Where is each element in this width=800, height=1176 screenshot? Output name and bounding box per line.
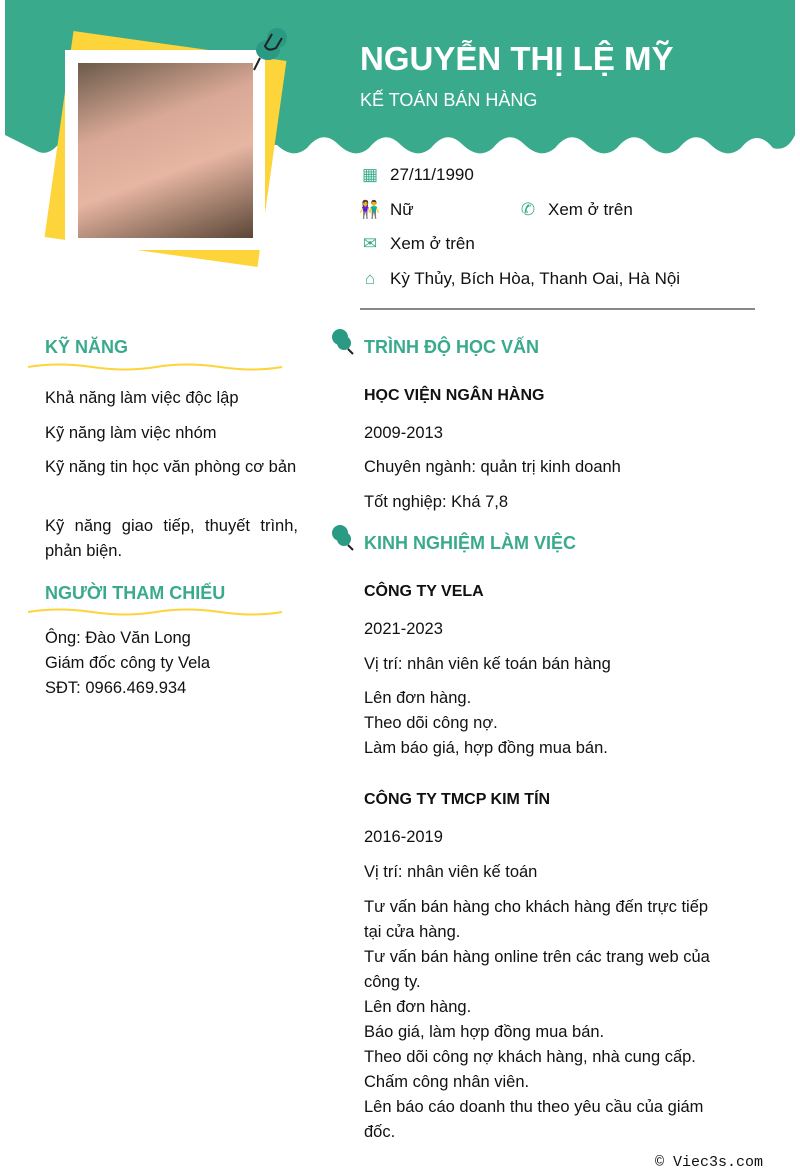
skills-heading: KỸ NĂNG xyxy=(45,337,129,357)
divider xyxy=(360,308,755,310)
email: Xem ở trên xyxy=(390,234,475,253)
company-name: CÔNG TY TMCP KIM TÍN xyxy=(364,791,551,808)
wave-underline xyxy=(28,607,283,617)
reference-line: Ông: Đào Văn Long xyxy=(45,629,191,647)
duty: Làm báo giá, hợp đồng mua bán. xyxy=(364,739,608,757)
email-row xyxy=(360,234,475,254)
home-icon: ⌂ xyxy=(364,269,376,288)
job-title: KẾ TOÁN BÁN HÀNG xyxy=(360,90,538,110)
duty: Chấm công nhân viên. xyxy=(364,1073,530,1091)
duty: Theo dõi công nợ khách hàng, nhà cung cấp. xyxy=(364,1048,696,1066)
birthday: 27/11/1990 xyxy=(390,165,474,184)
job-position: Vị trí: nhân viên kế toán bán hàng xyxy=(364,655,611,673)
reference-line: SĐT: 0966.469.934 xyxy=(45,679,187,697)
pushpin-icon xyxy=(330,327,356,355)
references-heading: NGƯỜI THAM CHIẾU xyxy=(45,583,226,603)
job-period: 2021-2023 xyxy=(364,620,443,638)
company-name: CÔNG TY VELA xyxy=(364,583,484,600)
watermark: © Viec3s.com xyxy=(654,1154,763,1171)
duty: Tư vấn bán hàng online trên các trang web của công ty. xyxy=(364,948,710,991)
phone: Xem ở trên xyxy=(548,200,633,219)
phone-icon: ✆ xyxy=(520,200,536,219)
duty: Theo dõi công nợ. xyxy=(364,714,498,732)
duty: Báo giá, làm hợp đồng mua bán. xyxy=(364,1023,605,1041)
wave-underline xyxy=(28,362,283,372)
address: Kỳ Thủy, Bích Hòa, Thanh Oai, Hà Nội xyxy=(390,269,681,288)
reference-line: Giám đốc công ty Vela xyxy=(45,654,211,672)
gender-icon: 👫 xyxy=(359,200,381,219)
calendar-icon: ▦ xyxy=(361,165,379,184)
school-name: HỌC VIỆN NGÂN HÀNG xyxy=(364,387,545,404)
phone-row xyxy=(518,200,633,220)
education-major: Chuyên ngành: quản trị kinh doanh xyxy=(364,458,621,476)
job-period: 2016-2019 xyxy=(364,828,443,846)
gender: Nữ xyxy=(390,200,414,219)
skill-item: Khả năng làm việc độc lập xyxy=(45,389,239,407)
duty: Lên báo cáo doanh thu theo yêu cầu của giám đốc. xyxy=(364,1098,704,1141)
candidate-name: NGUYỄN THỊ LỆ MỸ xyxy=(360,40,674,77)
education-heading: TRÌNH ĐỘ HỌC VẤN xyxy=(364,337,539,357)
birthday-row xyxy=(360,165,474,185)
avatar xyxy=(78,63,253,238)
duty: Lên đơn hàng. xyxy=(364,998,472,1016)
education-period: 2009-2013 xyxy=(364,424,443,442)
duty: Tư vấn bán hàng cho khách hàng đến trực tiếp tại cửa hàng. xyxy=(364,898,709,941)
education-grade: Tốt nghiệp: Khá 7,8 xyxy=(364,493,509,511)
skill-item: Kỹ năng tin học văn phòng cơ bản xyxy=(45,458,297,476)
envelope-icon: ✉ xyxy=(362,234,378,253)
job-duties xyxy=(364,895,724,1145)
job-duties xyxy=(364,686,734,761)
duty: Lên đơn hàng. xyxy=(364,689,472,707)
gender-row xyxy=(360,200,414,220)
job-position: Vị trí: nhân viên kế toán xyxy=(364,863,538,881)
skill-item: Kỹ năng làm việc nhóm xyxy=(45,424,217,442)
skill-item: Kỹ năng giao tiếp, thuyết trình, phản biện. xyxy=(45,517,298,560)
pushpin-icon xyxy=(250,26,290,72)
experience-heading: KINH NGHIỆM LÀM VIỆC xyxy=(364,533,577,553)
address-row xyxy=(360,269,680,289)
pushpin-icon xyxy=(330,523,356,551)
